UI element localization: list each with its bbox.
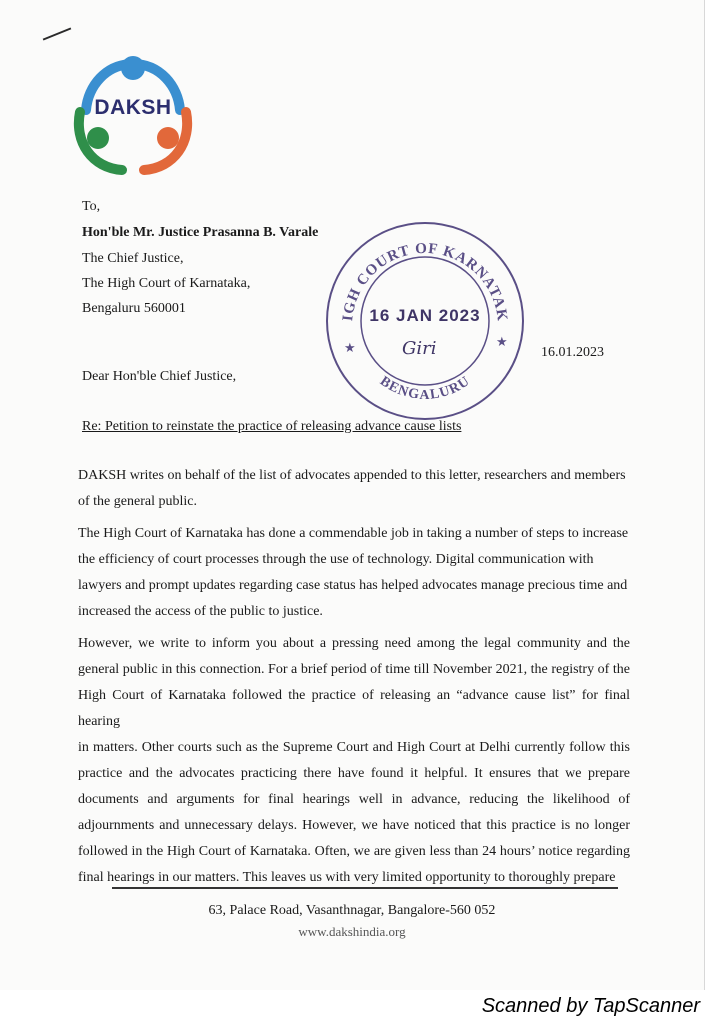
paragraph-line: DAKSH writes on behalf of the list of advocates appended to this letter, researchers and members [78,468,626,483]
logo-text: DAKSH [94,96,172,119]
paragraph-line: in matters. Other courts such as the Supreme Court and High Court at Delhi currently follow this [78,740,630,755]
star-icon: ★ [496,334,508,349]
paragraph-3 [78,631,630,891]
daksh-logo [66,46,200,180]
stamp-signature: Giri [402,338,437,359]
svg-text:BENGALURU [377,374,473,403]
salutation: Dear Hon'ble Chief Justice, [82,369,237,384]
paragraph-line: followed in the High Court of Karnataka. Often, we are given less than 24 hours’ notice regarding [78,844,630,859]
pen-mark [43,27,72,40]
paragraph-line: general public in this connection. For a brief period of time till November 2021, the registry of the [78,662,630,677]
paragraph-line: However, we write to inform you about a pressing need among the legal community and the [78,636,630,651]
paragraph-line: High Court of Karnataka followed the practice of releasing an “advance cause list” for final hearing [78,688,630,729]
paragraph-line: adjournments and unnecessary delays. However, we have noticed that this practice is no longer [78,818,630,833]
footer-website: www.dakshindia.org [298,924,406,939]
stamp-top-text: IGH COURT OF KARNATAK [340,240,511,323]
paragraph-line: documents and arguments for final hearings well in advance, reducing the likelihood of [78,792,630,807]
received-stamp [322,218,528,424]
scanner-watermark: Scanned by TapScanner [481,995,700,1017]
paragraph-line: increased the access of the public to justice. [78,604,323,619]
stamp-bottom-text: BENGALURU [376,373,474,403]
letter-date: 16.01.2023 [541,345,604,360]
footer-address: 63, Palace Road, Vasanthnagar, Bangalore-560 052 [208,903,496,918]
addressee-title: The Chief Justice, [82,251,184,266]
stamp-date: 16 JAN 2023 [369,306,481,325]
subject-line: Re: Petition to reinstate the practice of releasing advance cause lists [82,419,462,434]
paragraph-2 [78,521,630,625]
paragraph-line: of the general public. [78,494,197,509]
paragraph-line: practice and the advocates practicing there have found it helpful. It ensures that we prepare [78,766,630,781]
footer-divider [112,887,618,889]
addressee-name: Hon'ble Mr. Justice Prasanna B. Varale [82,225,319,240]
to-line: To, [82,199,101,214]
paragraph-line: the efficiency of court processes through the use of technology. Digital communication with [78,552,594,567]
star-icon: ★ [344,340,356,355]
addressee-court: The High Court of Karnataka, [82,276,251,291]
paragraph-1 [78,463,630,515]
paragraph-line: lawyers and prompt updates regarding case status has helped advocates manage precious time and [78,578,628,593]
addressee-city: Bengaluru 560001 [82,301,186,316]
paragraph-line: final hearings in our matters. This leaves us with very limited opportunity to thoroughly prepare [78,870,616,885]
paragraph-line: The High Court of Karnataka has done a commendable job in taking a number of steps to increase [78,526,629,541]
